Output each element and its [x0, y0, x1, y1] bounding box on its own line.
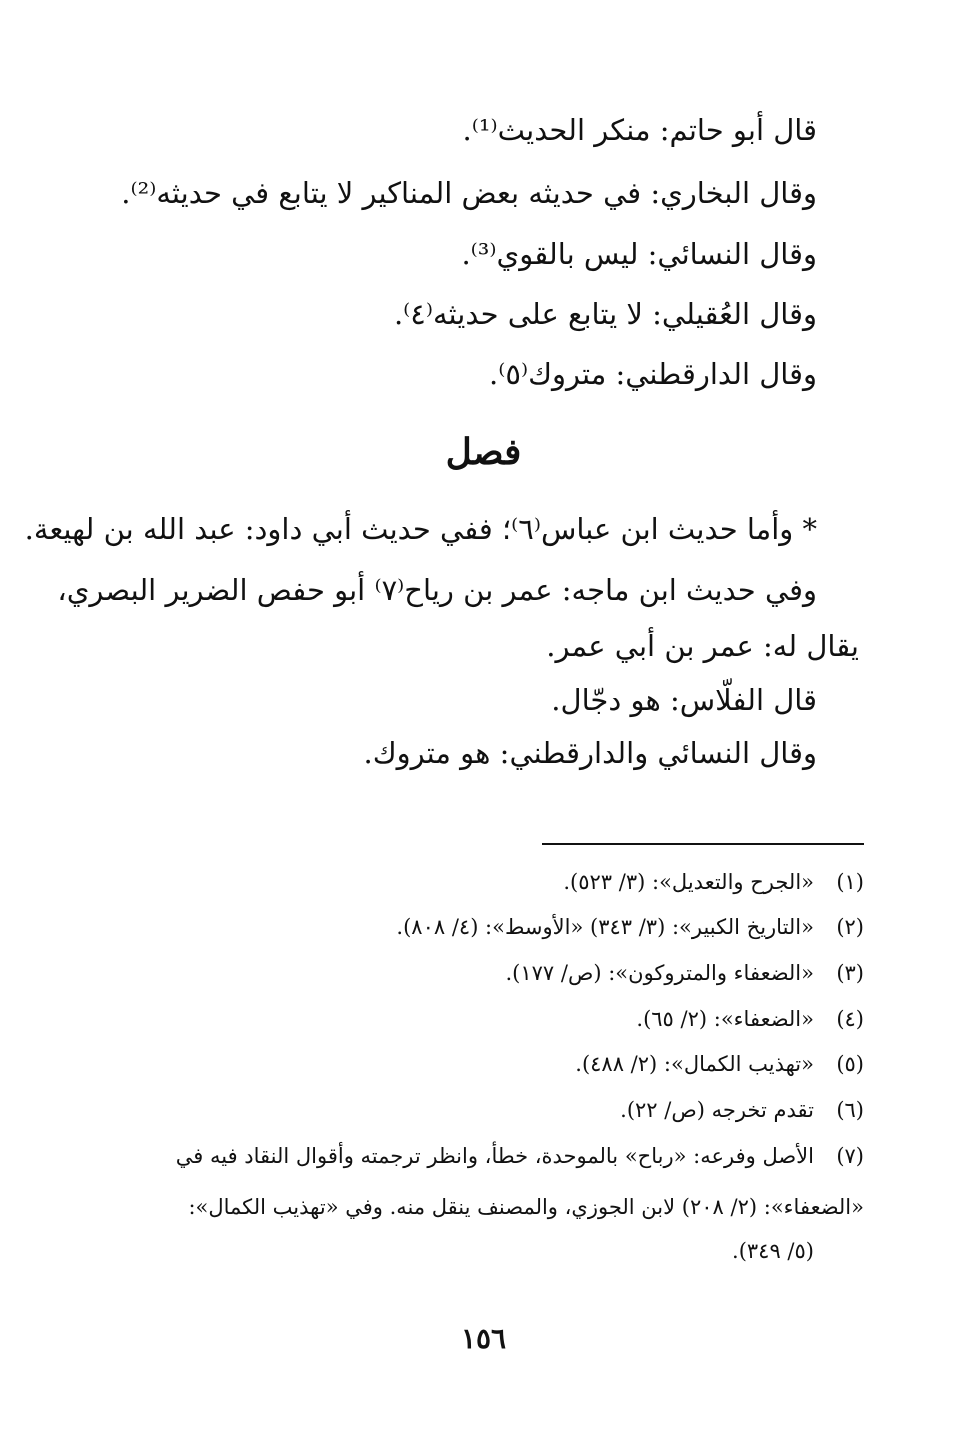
footnote-continuation: (٥/ ٣٤٩).	[732, 1239, 814, 1263]
footnote-continuation: «الضعفاء»: (٢/ ٢٠٨) لابن الجوزي، والمصنف ينقل منه. وفي «تهذيب الكمال»:	[188, 1195, 864, 1219]
footnote-number: (٥)	[836, 1052, 864, 1076]
footnote	[563, 866, 864, 898]
footnote-text: الأصل وفرعه: «رباح» بالموحدة، خطأ، وانظر ترجمته وأقوال النقاد فيه في	[175, 1144, 814, 1168]
text-line: وفي حديث ابن ماجه: عمر بن رياح⁽٧⁾ أبو حفص الضرير البصري،	[57, 573, 817, 607]
footnote-number: (٦)	[836, 1098, 864, 1122]
footnote-text: «التاريخ الكبير»: (٣/ ٣٤٣) «الأوسط»: (٤/ ٨٠٨).	[396, 915, 814, 939]
footnote-number: (٢)	[836, 915, 864, 939]
footnote	[506, 957, 865, 989]
text-line: وقال النسائي: ليس بالقوي⁽³⁾.	[461, 237, 817, 271]
text-line: قال أبو حاتم: منكر الحديث⁽¹⁾.	[462, 113, 817, 147]
footnote-text: تقدم تخرجه (ص/ ٢٢).	[620, 1098, 814, 1122]
text-line: * وأما حديث ابن عباس⁽٦⁾؛ ففي حديث أبي داود: عبد الله بن لهيعة.	[24, 512, 817, 546]
footnote-number: (٣)	[836, 961, 864, 985]
footnote-number: (٧)	[836, 1144, 864, 1168]
footnote-divider	[542, 843, 864, 845]
footnote-text: «الجرح والتعديل»: (٣/ ٥٢٣).	[563, 870, 814, 894]
footnote	[176, 1140, 864, 1172]
footnote	[575, 1048, 864, 1080]
footnote	[636, 1003, 864, 1035]
text-line: وقال البخاري: في حديثه بعض المناكير لا يتابع في حديثه⁽²⁾.	[121, 176, 817, 210]
footnote-number: (١)	[836, 870, 864, 894]
text-line: قال الفلّاس: هو دجّال.	[551, 683, 817, 717]
footnote-text: «تهذيب الكمال»: (٢/ ٤٨٨).	[575, 1052, 814, 1076]
text-line: يقال له: عمر بن أبي عمر.	[546, 629, 859, 663]
text-line: وقال العُقيلي: لا يتابع على حديثه⁽٤⁾.	[393, 297, 817, 331]
footnote-text: «الضعفاء والمتروكون»: (ص/ ١٧٧).	[505, 961, 814, 985]
footnote-number: (٤)	[836, 1007, 864, 1031]
footnote	[396, 911, 864, 943]
section-heading: فصل	[445, 431, 522, 473]
page-number: ١٥٦	[460, 1322, 507, 1355]
footnote	[620, 1094, 864, 1126]
footnote-text: «الضعفاء»: (٢/ ٦٥).	[636, 1007, 814, 1031]
text-line: وقال النسائي والدارقطني: هو متروك.	[363, 736, 817, 770]
text-line: وقال الدارقطني: متروك⁽٥⁾.	[489, 357, 817, 391]
